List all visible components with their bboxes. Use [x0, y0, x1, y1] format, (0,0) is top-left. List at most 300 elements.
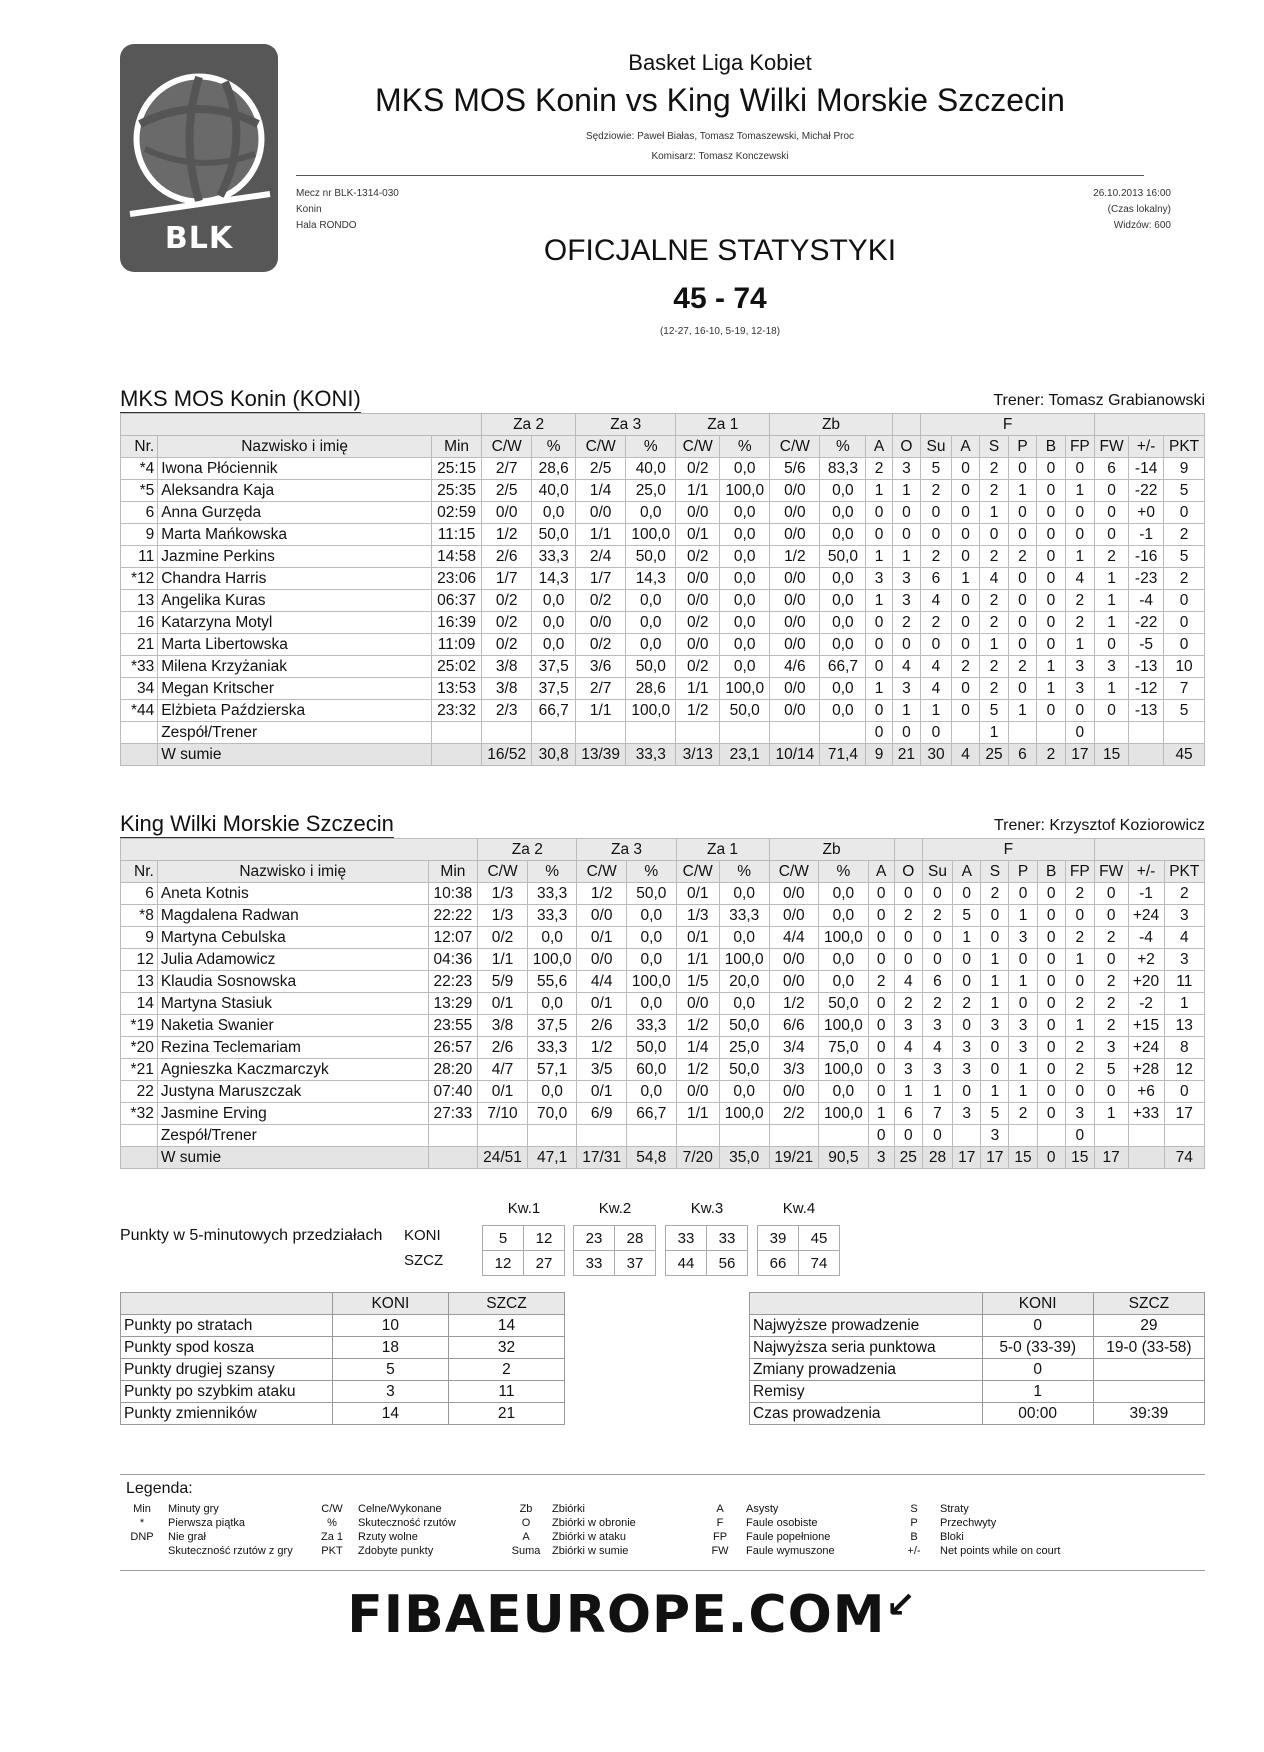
stat-cell: 0,0	[627, 927, 677, 949]
quarter-points-table	[665, 1225, 748, 1276]
box-header-row	[121, 1293, 565, 1315]
stat-cell: 04:36	[428, 949, 478, 971]
stat-cell: 0/2	[576, 634, 626, 656]
player-name: Anna Gurzęda	[158, 502, 432, 524]
stat-cell: *44	[121, 700, 158, 722]
interval-score: 74	[799, 1251, 840, 1276]
stat-cell: -2	[1128, 993, 1164, 1015]
stat-cell: 1	[866, 590, 892, 612]
stat-cell: -14	[1129, 458, 1164, 480]
stat-cell: 21	[121, 634, 158, 656]
stat-cell: 1/1	[676, 678, 720, 700]
column-header: %	[527, 861, 577, 883]
legend-desc: Straty	[940, 1503, 969, 1515]
stat-cell	[676, 722, 720, 744]
stat-cell: 75,0	[819, 1037, 869, 1059]
stat-cell: 1	[980, 502, 1008, 524]
quarter-label: Kw.2	[598, 1200, 632, 1217]
player-row	[121, 590, 1205, 612]
stat-cell: -5	[1129, 634, 1164, 656]
stat-cell: 0	[980, 524, 1008, 546]
legend-abbr: A	[716, 1503, 724, 1515]
stat-cell: 2	[868, 971, 894, 993]
stat-cell: 37,5	[532, 656, 576, 678]
group-blank	[894, 839, 922, 861]
column-group-header	[121, 414, 1205, 436]
stat-cell: 1	[1037, 656, 1065, 678]
team1-name: MKS MOS Konin (KONI)	[120, 386, 361, 411]
interval-row	[574, 1226, 656, 1251]
stat-cell: 1	[980, 634, 1008, 656]
stat-cell: 7	[1164, 678, 1205, 700]
stat-cell: 2/7	[482, 458, 532, 480]
box-value: 3	[332, 1381, 448, 1403]
stat-cell: 0	[1065, 700, 1094, 722]
player-row	[121, 927, 1205, 949]
box-value: 0	[982, 1315, 1093, 1337]
stat-cell: 0	[951, 678, 979, 700]
stat-cell: 0,0	[627, 1081, 677, 1103]
box-row	[121, 1403, 565, 1425]
team-code: SZCZ	[404, 1252, 444, 1269]
stat-cell: 25:15	[431, 458, 481, 480]
stat-cell: 23:55	[428, 1015, 478, 1037]
stat-cell: 0/0	[769, 905, 819, 927]
box-value: 10	[332, 1315, 448, 1337]
stat-cell: 2	[894, 993, 922, 1015]
stat-cell: 3	[953, 1059, 981, 1081]
stat-cell: 19/21	[769, 1147, 819, 1169]
stat-cell: 28,6	[626, 678, 676, 700]
box-value: 11	[448, 1381, 564, 1403]
legend-row	[120, 1530, 1136, 1544]
stat-cell: -22	[1129, 612, 1164, 634]
stat-cell: 1	[953, 927, 981, 949]
stat-cell: 9	[866, 744, 892, 766]
stat-cell: 0	[951, 480, 979, 502]
stat-cell	[1129, 744, 1164, 766]
box-label: Punkty po stratach	[121, 1315, 333, 1337]
stat-cell: 5	[1164, 546, 1205, 568]
player-name: Magdalena Radwan	[157, 905, 428, 927]
column-header: +/-	[1129, 436, 1164, 458]
legend-abbr: Zb	[519, 1503, 533, 1515]
box-value: 18	[332, 1337, 448, 1359]
team1-coach: Trener: Tomasz Grabianowski	[993, 392, 1205, 409]
stat-cell: 0	[1008, 612, 1036, 634]
stat-cell	[770, 722, 820, 744]
quarter-label: Kw.4	[782, 1200, 816, 1217]
stat-cell: 50,0	[627, 1037, 677, 1059]
stat-cell: 2/5	[576, 458, 626, 480]
stat-cell: 1/2	[676, 1015, 719, 1037]
stat-cell: 0	[894, 1125, 922, 1147]
box-row	[750, 1381, 1205, 1403]
interval-score: 27	[524, 1251, 565, 1276]
box-value: 0	[982, 1359, 1093, 1381]
stat-cell: 1	[1008, 480, 1036, 502]
player-name: Aneta Kotnis	[157, 883, 428, 905]
stat-cell: 7/20	[676, 1147, 719, 1169]
stat-cell: 13:29	[428, 993, 478, 1015]
stat-cell: 3	[894, 1059, 922, 1081]
player-name: Marta Libertowska	[158, 634, 432, 656]
column-header: S	[980, 436, 1008, 458]
stat-cell: 0,0	[719, 993, 769, 1015]
group-blank	[121, 839, 478, 861]
stat-cell: 0	[1037, 1103, 1065, 1125]
stat-cell: 22:23	[428, 971, 478, 993]
five-min-label: Punkty w 5-minutowych przedziałach	[120, 1227, 383, 1244]
league-name: Basket Liga Kobiet	[628, 50, 812, 75]
stat-cell: 0	[1095, 524, 1129, 546]
stat-cell: 0/2	[576, 590, 626, 612]
stat-cell: 5	[921, 458, 952, 480]
stat-cell: 9	[1164, 458, 1205, 480]
stat-cell: 2	[1065, 612, 1094, 634]
stat-cell: 6	[922, 971, 952, 993]
stat-cell	[951, 722, 979, 744]
column-header: %	[720, 436, 770, 458]
stat-cell: 23:32	[431, 700, 481, 722]
column-header: O	[894, 861, 922, 883]
group-za3: Za 3	[577, 839, 676, 861]
player-row	[121, 458, 1205, 480]
group-za1: Za 1	[676, 414, 770, 436]
stat-cell	[1164, 722, 1205, 744]
group-blank	[1094, 839, 1204, 861]
stat-cell: 2	[951, 656, 979, 678]
quarter-points-table	[573, 1225, 656, 1276]
stat-cell: 0	[1037, 1081, 1065, 1103]
stat-cell: 1	[1065, 634, 1094, 656]
stat-cell: 0,0	[720, 590, 770, 612]
stat-cell: 27:33	[428, 1103, 478, 1125]
stat-cell: 11:09	[431, 634, 481, 656]
stat-cell: 100,0	[819, 1103, 869, 1125]
stat-cell	[428, 1147, 478, 1169]
stat-cell: 0,0	[719, 883, 769, 905]
legend-abbr: B	[910, 1531, 918, 1543]
stat-cell: 0/0	[577, 905, 627, 927]
stat-cell: 1/1	[576, 700, 626, 722]
stat-cell: 1/2	[577, 1037, 627, 1059]
stat-cell: 0	[1008, 458, 1036, 480]
stat-cell: 71,4	[820, 744, 866, 766]
column-header: FP	[1065, 436, 1094, 458]
stat-cell: 3	[922, 1015, 952, 1037]
stat-cell: 2	[980, 458, 1008, 480]
stat-cell: *5	[121, 480, 158, 502]
box-label: Punkty spod kosza	[121, 1337, 333, 1359]
player-name: Naketia Swanier	[157, 1015, 428, 1037]
points-table	[120, 1292, 565, 1425]
stat-cell: 4/6	[770, 656, 820, 678]
stat-cell: 02:59	[431, 502, 481, 524]
stat-cell: 11	[1164, 971, 1204, 993]
stat-cell: 4	[921, 590, 952, 612]
stat-cell: 1/1	[676, 1103, 719, 1125]
stat-cell: 0	[1095, 700, 1129, 722]
stat-cell: 1/2	[676, 1059, 719, 1081]
interval-row	[574, 1251, 656, 1276]
stat-cell: 33,3	[527, 905, 577, 927]
box-row	[121, 1359, 565, 1381]
stat-cell: 0	[921, 502, 952, 524]
stat-cell: 15	[1095, 744, 1129, 766]
stat-cell	[1129, 722, 1164, 744]
interval-score: 56	[707, 1251, 748, 1276]
stat-cell: 13	[121, 590, 158, 612]
stat-cell: 15	[1065, 1147, 1094, 1169]
stat-cell: 1	[981, 971, 1009, 993]
stat-cell: 0	[1037, 480, 1065, 502]
stat-cell: 5	[1094, 1059, 1128, 1081]
stat-cell: 3/8	[482, 678, 532, 700]
stat-cell: 0	[868, 883, 894, 905]
stat-cell: 1	[981, 993, 1009, 1015]
stat-cell: 0	[866, 656, 892, 678]
stat-cell: 0	[894, 883, 922, 905]
stat-cell: +28	[1128, 1059, 1164, 1081]
player-row	[121, 700, 1205, 722]
stat-cell: 0,0	[532, 634, 576, 656]
legend-desc: Minuty gry	[168, 1503, 219, 1515]
stat-cell: 0	[1037, 568, 1065, 590]
column-header: A	[953, 861, 981, 883]
stat-cell: 1/7	[482, 568, 532, 590]
stat-cell: 4/4	[577, 971, 627, 993]
box-value: 14	[448, 1315, 564, 1337]
stat-cell: 0	[1095, 634, 1129, 656]
interval-row	[758, 1226, 840, 1251]
stat-cell: 2	[922, 905, 952, 927]
stat-cell: 0/2	[478, 927, 528, 949]
stat-cell: 3	[1164, 949, 1204, 971]
stat-cell: 6	[921, 568, 952, 590]
stat-cell: 6	[121, 883, 158, 905]
stat-cell: 3/6	[576, 656, 626, 678]
stat-cell: 33,3	[626, 744, 676, 766]
stat-cell: 3	[1009, 927, 1037, 949]
stat-cell: 0,0	[627, 949, 677, 971]
box-label: Najwyższa seria punktowa	[750, 1337, 983, 1359]
stat-cell: 6	[121, 502, 158, 524]
player-row	[121, 678, 1205, 700]
column-header: Su	[921, 436, 952, 458]
stat-cell: 3	[1009, 1015, 1037, 1037]
column-header: B	[1037, 861, 1065, 883]
stat-cell: 100,0	[719, 1103, 769, 1125]
stat-cell: 0,0	[819, 883, 869, 905]
stat-cell: 1/1	[478, 949, 528, 971]
stat-cell	[431, 722, 481, 744]
column-header: %	[627, 861, 677, 883]
team2-name: King Wilki Morskie Szczecin	[120, 811, 394, 836]
stat-cell: 0	[1037, 883, 1065, 905]
stat-cell: 2	[1008, 656, 1036, 678]
player-name: Julia Adamowicz	[157, 949, 428, 971]
fiba-europe-logo	[0, 1585, 1264, 1645]
stat-cell: 0,0	[527, 993, 577, 1015]
stat-cell: 1/2	[769, 993, 819, 1015]
stat-cell: 3	[1065, 656, 1094, 678]
stat-cell: 16:39	[431, 612, 481, 634]
stat-cell: 4	[892, 656, 920, 678]
stat-cell: 33,3	[532, 546, 576, 568]
stat-cell: 35,0	[719, 1147, 769, 1169]
group-za2: Za 2	[482, 414, 576, 436]
stat-cell: 17	[1065, 744, 1094, 766]
box-label: Zmiany prowadzenia	[750, 1359, 983, 1381]
stat-cell: 0	[868, 1059, 894, 1081]
column-header: B	[1037, 436, 1065, 458]
stat-cell: 17	[1164, 1103, 1204, 1125]
column-header: FW	[1095, 436, 1129, 458]
legend-bottom-rule	[120, 1570, 1205, 1571]
stat-cell: 2	[980, 546, 1008, 568]
stat-cell: 0,0	[626, 612, 676, 634]
stat-cell: 0	[922, 1125, 952, 1147]
stat-cell: 28,6	[532, 458, 576, 480]
stat-cell: 40,0	[532, 480, 576, 502]
stat-cell: 0	[1164, 634, 1205, 656]
stat-cell: 17	[953, 1147, 981, 1169]
stat-cell: 13	[121, 971, 158, 993]
player-name: Zespół/Trener	[157, 1125, 428, 1147]
column-header: Nr.	[121, 861, 158, 883]
stat-cell: 5	[1164, 480, 1205, 502]
stat-cell: 66,7	[820, 656, 866, 678]
stat-cell: 2/5	[482, 480, 532, 502]
stat-cell: 1/1	[676, 949, 719, 971]
stat-cell: 1	[951, 568, 979, 590]
column-header: PKT	[1164, 861, 1204, 883]
legend-row	[120, 1502, 1136, 1516]
stat-cell: 1	[1065, 480, 1094, 502]
legend-desc: Faule osobiste	[746, 1517, 818, 1529]
player-name: Agnieszka Kaczmarczyk	[157, 1059, 428, 1081]
column-header: A	[866, 436, 892, 458]
stat-cell: 0/0	[769, 1081, 819, 1103]
stat-cell: 22:22	[428, 905, 478, 927]
stat-cell: 0	[951, 612, 979, 634]
stat-cell: 5/6	[770, 458, 820, 480]
stat-cell: 1	[1095, 568, 1129, 590]
stat-cell: 0	[1037, 502, 1065, 524]
box-row	[750, 1359, 1205, 1381]
legend-abbr: S	[910, 1503, 918, 1515]
stat-cell: 1/1	[576, 524, 626, 546]
column-header: P	[1009, 861, 1037, 883]
stat-cell: 0/0	[482, 502, 532, 524]
stat-cell: 0,0	[720, 524, 770, 546]
box-value: 21	[448, 1403, 564, 1425]
stat-cell: 0	[1037, 612, 1065, 634]
stat-cell	[1009, 1125, 1037, 1147]
stat-cell: 0	[868, 993, 894, 1015]
legend-row	[120, 1544, 1136, 1558]
column-header: Nazwisko i imię	[158, 436, 432, 458]
stat-cell: 0/2	[482, 612, 532, 634]
stat-cell: 0,0	[819, 971, 869, 993]
stat-cell	[1164, 1125, 1204, 1147]
stat-cell: 2/7	[576, 678, 626, 700]
stat-cell: 0	[953, 1015, 981, 1037]
stat-cell: 2	[1065, 927, 1094, 949]
stat-cell	[428, 1125, 478, 1147]
team2-coach: Trener: Krzysztof Koziorowicz	[993, 817, 1205, 834]
stat-cell	[576, 722, 626, 744]
stat-cell: 25	[980, 744, 1008, 766]
stat-cell: 0/0	[770, 612, 820, 634]
stat-cell: -16	[1129, 546, 1164, 568]
stat-cell: +2	[1128, 949, 1164, 971]
box-row	[750, 1403, 1205, 1425]
stat-cell: 0/0	[770, 634, 820, 656]
box-value: 32	[448, 1337, 564, 1359]
interval-score: 12	[524, 1226, 565, 1251]
stat-cell: 0	[1094, 905, 1128, 927]
stat-cell: 0	[1065, 524, 1094, 546]
stat-cell: 2	[980, 590, 1008, 612]
stat-cell: 50,0	[720, 700, 770, 722]
stat-cell: 0	[951, 524, 979, 546]
stat-cell: 0	[1008, 524, 1036, 546]
stat-cell: 0	[892, 634, 920, 656]
stat-cell: 1/5	[676, 971, 719, 993]
stat-cell: 0	[894, 949, 922, 971]
stat-cell: 2	[1065, 993, 1094, 1015]
quarter-points-table	[757, 1225, 840, 1276]
stat-cell: 11:15	[431, 524, 481, 546]
stat-cell: 0/0	[770, 502, 820, 524]
interval-score: 44	[666, 1251, 707, 1276]
stat-cell: 0/0	[576, 612, 626, 634]
stat-cell: 3	[866, 568, 892, 590]
stat-cell: 0/0	[676, 568, 720, 590]
stat-cell: 0	[953, 971, 981, 993]
stat-cell: 22	[121, 1081, 158, 1103]
stat-cell: 0,0	[820, 502, 866, 524]
stat-cell: 2	[921, 612, 952, 634]
stat-cell: 13	[1164, 1015, 1204, 1037]
stat-cell: 0/0	[769, 883, 819, 905]
stat-cell: 100,0	[720, 480, 770, 502]
stat-cell: 0	[951, 590, 979, 612]
stat-cell: 2	[980, 678, 1008, 700]
total-row	[121, 1147, 1205, 1169]
column-header: C/W	[478, 861, 528, 883]
legend-desc: Skuteczność rzutów z gry	[168, 1545, 293, 1557]
stat-cell: *12	[121, 568, 158, 590]
stat-cell: 17/31	[577, 1147, 627, 1169]
stat-cell: 0/0	[770, 590, 820, 612]
interval-row	[666, 1226, 748, 1251]
player-name: Martyna Stasiuk	[157, 993, 428, 1015]
player-name: W sumie	[157, 1147, 428, 1169]
box-value: 39:39	[1093, 1403, 1204, 1425]
stat-cell: 30,8	[532, 744, 576, 766]
column-header: A	[868, 861, 894, 883]
stat-cell: 2/4	[576, 546, 626, 568]
stat-cell: 1	[892, 546, 920, 568]
stat-cell: 0	[922, 927, 952, 949]
stat-cell: 0/0	[769, 971, 819, 993]
player-row	[121, 949, 1205, 971]
player-name: Milena Krzyżaniak	[158, 656, 432, 678]
stat-cell	[1037, 1125, 1065, 1147]
